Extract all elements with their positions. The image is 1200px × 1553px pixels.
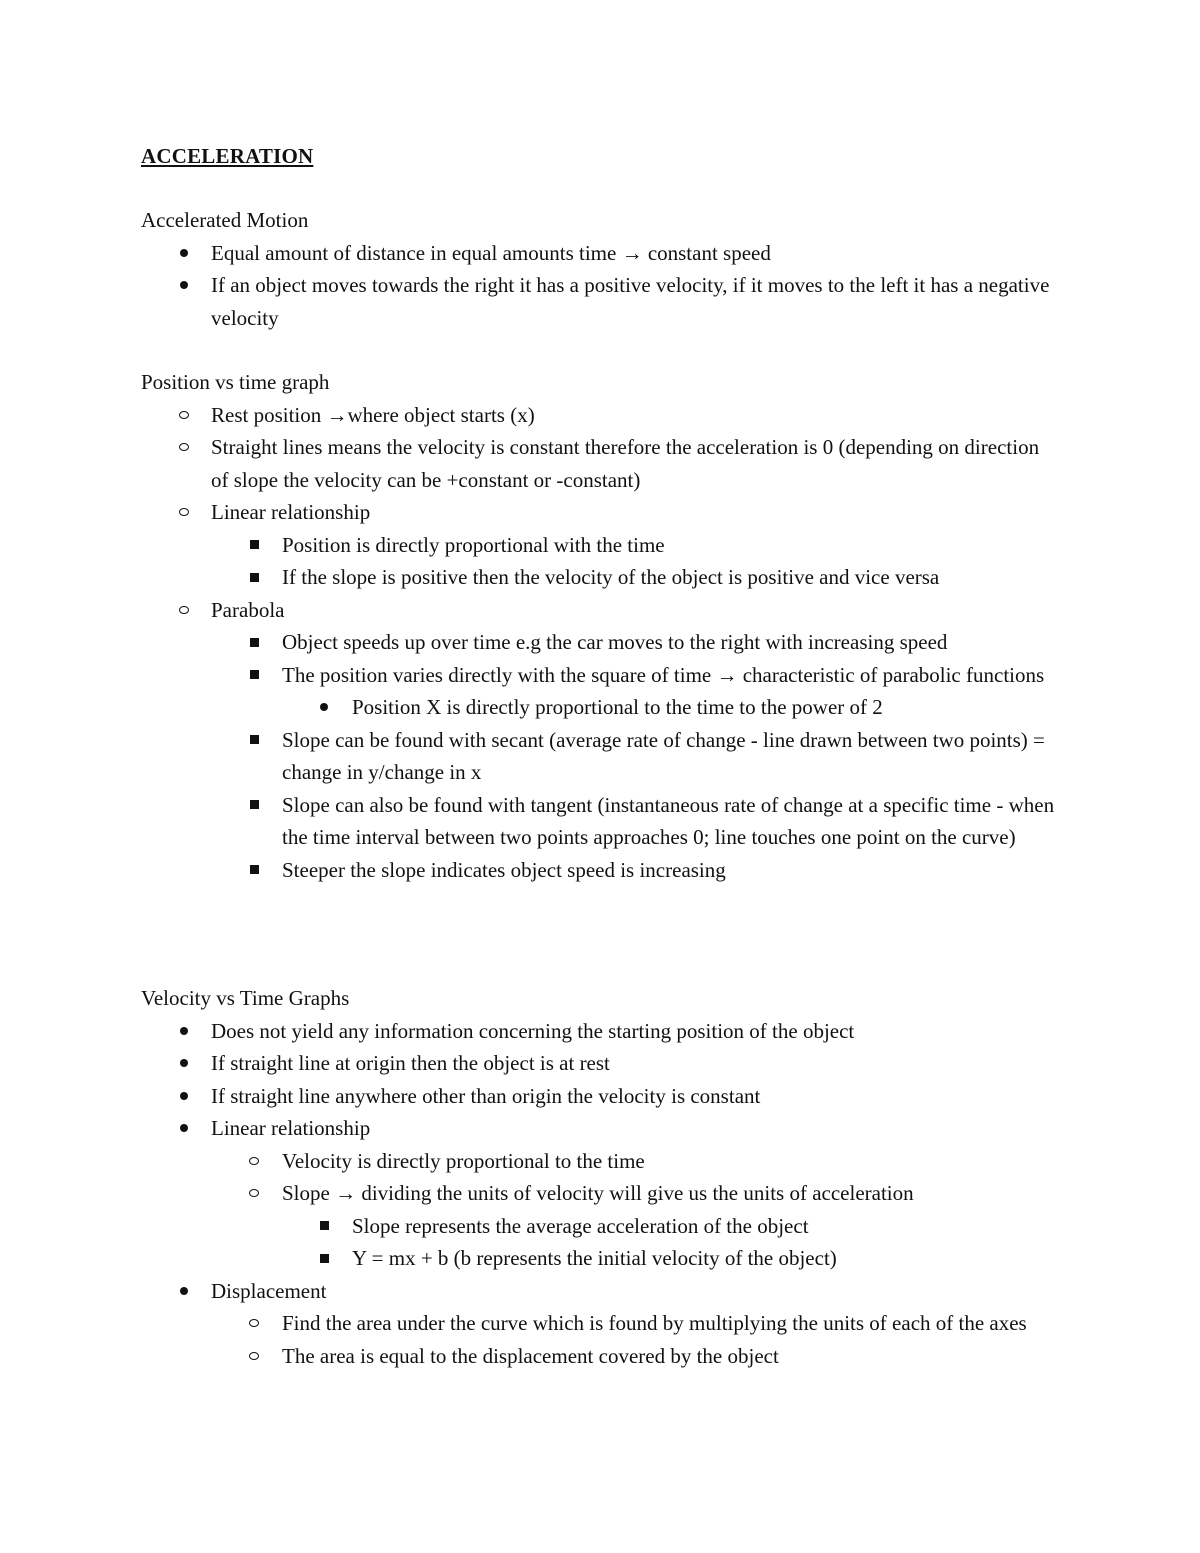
document-title: ACCELERATION [141, 144, 314, 168]
list-item [141, 529, 1061, 562]
list-item [141, 237, 1061, 270]
list-item [141, 431, 1061, 496]
list-item [141, 691, 1061, 724]
list-item-text: Does not yield any information concerning the starting position of the object [211, 1018, 855, 1043]
list-item [141, 1047, 1061, 1080]
square-bullet-icon [247, 724, 261, 757]
section-position-vs-time [141, 366, 1061, 886]
square-bullet-icon [247, 529, 261, 562]
disc-bullet-icon [177, 1275, 191, 1308]
list-item-text: Slope can also be found with tangent (instantaneous rate of change at a specific time - when the time interval between two points approaches 0; line touches one point on the curve) [282, 792, 1055, 849]
list-item-text: Displacement [211, 1278, 327, 1303]
list-item-text: Position X is directly proportional to the time to the power of 2 [352, 695, 883, 719]
list-item [141, 626, 1061, 659]
list-item-text: Parabola [211, 597, 285, 622]
list-item [141, 1080, 1061, 1113]
section-velocity-vs-time [141, 982, 1061, 1372]
circle-bullet-icon [177, 399, 191, 432]
circle-bullet-icon [247, 1340, 261, 1373]
list-item-text: Position is directly proportional with the time [282, 532, 665, 557]
list-item-text: Find the area under the curve which is found by multiplying the units of each of the axes [282, 1311, 1027, 1335]
list-item [141, 269, 1061, 334]
circle-bullet-icon [247, 1145, 261, 1178]
list-item-text: Velocity is directly proportional to the time [282, 1148, 645, 1173]
list-item-text: Steeper the slope indicates object speed is increasing [282, 857, 726, 882]
bullet-list [141, 399, 1061, 887]
list-item-text: Slope → dividing the units of velocity will give us the units of acceleration [282, 1181, 914, 1205]
section-heading: Accelerated Motion [141, 208, 309, 232]
list-item-text: If an object moves towards the right it has a positive velocity, if it moves to the left it has a negative velocity [211, 273, 1050, 330]
list-item-text: If the slope is positive then the velocity of the object is positive and vice versa [282, 565, 940, 589]
list-item-text: Object speeds up over time e.g the car moves to the right with increasing speed [282, 630, 948, 654]
section-heading: Position vs time graph [141, 370, 330, 394]
list-item [141, 724, 1061, 789]
list-item [141, 594, 1061, 627]
list-item [141, 496, 1061, 529]
list-item [141, 1307, 1061, 1340]
circle-bullet-icon [247, 1307, 261, 1340]
disc-bullet-icon [177, 269, 191, 302]
disc-bullet-icon [177, 1080, 191, 1113]
list-item-text: Equal amount of distance in equal amounts time → constant speed [211, 240, 771, 265]
section-accelerated-motion [141, 204, 1061, 334]
list-item-text: Straight lines means the velocity is constant therefore the acceleration is 0 (depending on direction of slope the velocity can be +constant or -constant) [211, 435, 1040, 492]
disc-bullet-icon [177, 1015, 191, 1048]
circle-bullet-icon [177, 594, 191, 627]
list-item [141, 1210, 1061, 1243]
list-item-text: The position varies directly with the square of time → characteristic of parabolic functions [282, 662, 1045, 687]
list-item-text: If straight line at origin then the object is at rest [211, 1051, 610, 1075]
list-item [141, 1145, 1061, 1178]
list-item-text: Rest position →where object starts (x) [211, 402, 535, 427]
list-item-text: Linear relationship [211, 500, 371, 524]
list-item-text: Slope represents the average acceleration of the object [352, 1213, 809, 1238]
list-item-text: If straight line anywhere other than origin the velocity is constant [211, 1083, 761, 1108]
list-item-text: Y = mx + b (b represents the initial velocity of the object) [352, 1246, 837, 1270]
list-item [141, 1177, 1061, 1210]
list-item [141, 399, 1061, 432]
list-item [141, 1112, 1061, 1145]
square-bullet-icon [247, 854, 261, 887]
list-item [141, 659, 1061, 692]
bullet-list [141, 1015, 1061, 1373]
disc-bullet-icon [177, 1112, 191, 1145]
list-item-text: The area is equal to the displacement covered by the object [282, 1343, 779, 1368]
circle-bullet-icon [177, 431, 191, 464]
list-item [141, 561, 1061, 594]
list-item [141, 1242, 1061, 1275]
circle-bullet-icon [247, 1177, 261, 1210]
square-bullet-icon [247, 789, 261, 822]
list-item [141, 1340, 1061, 1373]
square-bullet-icon [317, 1210, 331, 1243]
section-heading: Velocity vs Time Graphs [141, 986, 350, 1010]
list-item [141, 1275, 1061, 1308]
disc-bullet-icon [177, 237, 191, 270]
circle-bullet-icon [177, 496, 191, 529]
list-item [141, 1015, 1061, 1048]
list-item [141, 789, 1061, 854]
bullet-list [141, 237, 1061, 335]
square-bullet-icon [247, 561, 261, 594]
list-item-text: Slope can be found with secant (average rate of change - line drawn between two points) = change in y/change in x [282, 727, 1045, 784]
disc-bullet-icon [317, 691, 331, 724]
square-bullet-icon [317, 1242, 331, 1275]
list-item [141, 854, 1061, 887]
disc-bullet-icon [177, 1047, 191, 1080]
list-item-text: Linear relationship [211, 1116, 371, 1140]
square-bullet-icon [247, 626, 261, 659]
square-bullet-icon [247, 659, 261, 692]
